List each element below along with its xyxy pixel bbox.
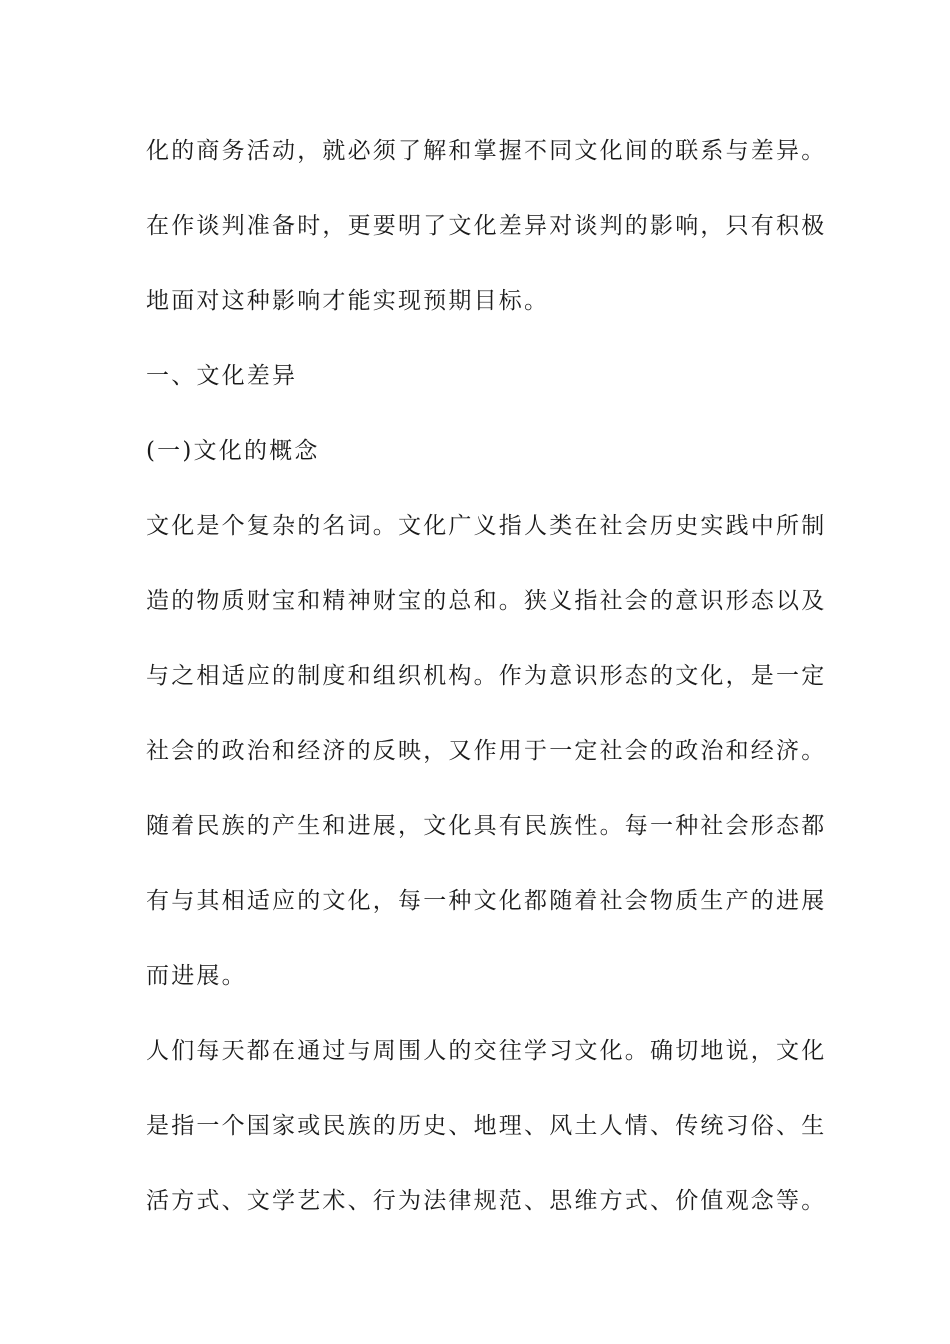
paragraph-line: 造的物质财宝和精神财宝的总和。狭义指社会的意识形态以及 xyxy=(146,588,827,614)
paragraph-line: 文化是个复杂的名词。文化广义指人类在社会历史实践中所制 xyxy=(146,513,827,539)
subsection-heading: (一)文化的概念 xyxy=(146,438,320,464)
paragraph-line: 地面对这种影响才能实现预期目标。 xyxy=(146,288,550,314)
paragraph-line: 与之相适应的制度和组织机构。作为意识形态的文化，是一定 xyxy=(146,663,827,689)
paragraph-line: 化的商务活动，就必须了解和掌握不同文化间的联系与差异。 xyxy=(146,138,827,164)
paragraph-line: 社会的政治和经济的反映，又作用于一定社会的政治和经济。 xyxy=(146,738,827,764)
section-heading: 一、文化差异 xyxy=(146,363,298,389)
paragraph-line: 人们每天都在通过与周围人的交往学习文化。确切地说，文化 xyxy=(146,1038,827,1064)
paragraph-line: 活方式、文学艺术、行为法律规范、思维方式、价值观念等。 xyxy=(146,1188,827,1214)
paragraph-line: 在作谈判准备时，更要明了文化差异对谈判的影响，只有积极 xyxy=(146,213,827,239)
paragraph-line: 而进展。 xyxy=(146,963,247,989)
paragraph-line: 有与其相适应的文化，每一种文化都随着社会物质生产的进展 xyxy=(146,888,827,914)
paragraph-line: 是指一个国家或民族的历史、地理、风土人情、传统习俗、生 xyxy=(146,1113,827,1139)
paragraph-line: 随着民族的产生和进展，文化具有民族性。每一种社会形态都 xyxy=(146,813,827,839)
